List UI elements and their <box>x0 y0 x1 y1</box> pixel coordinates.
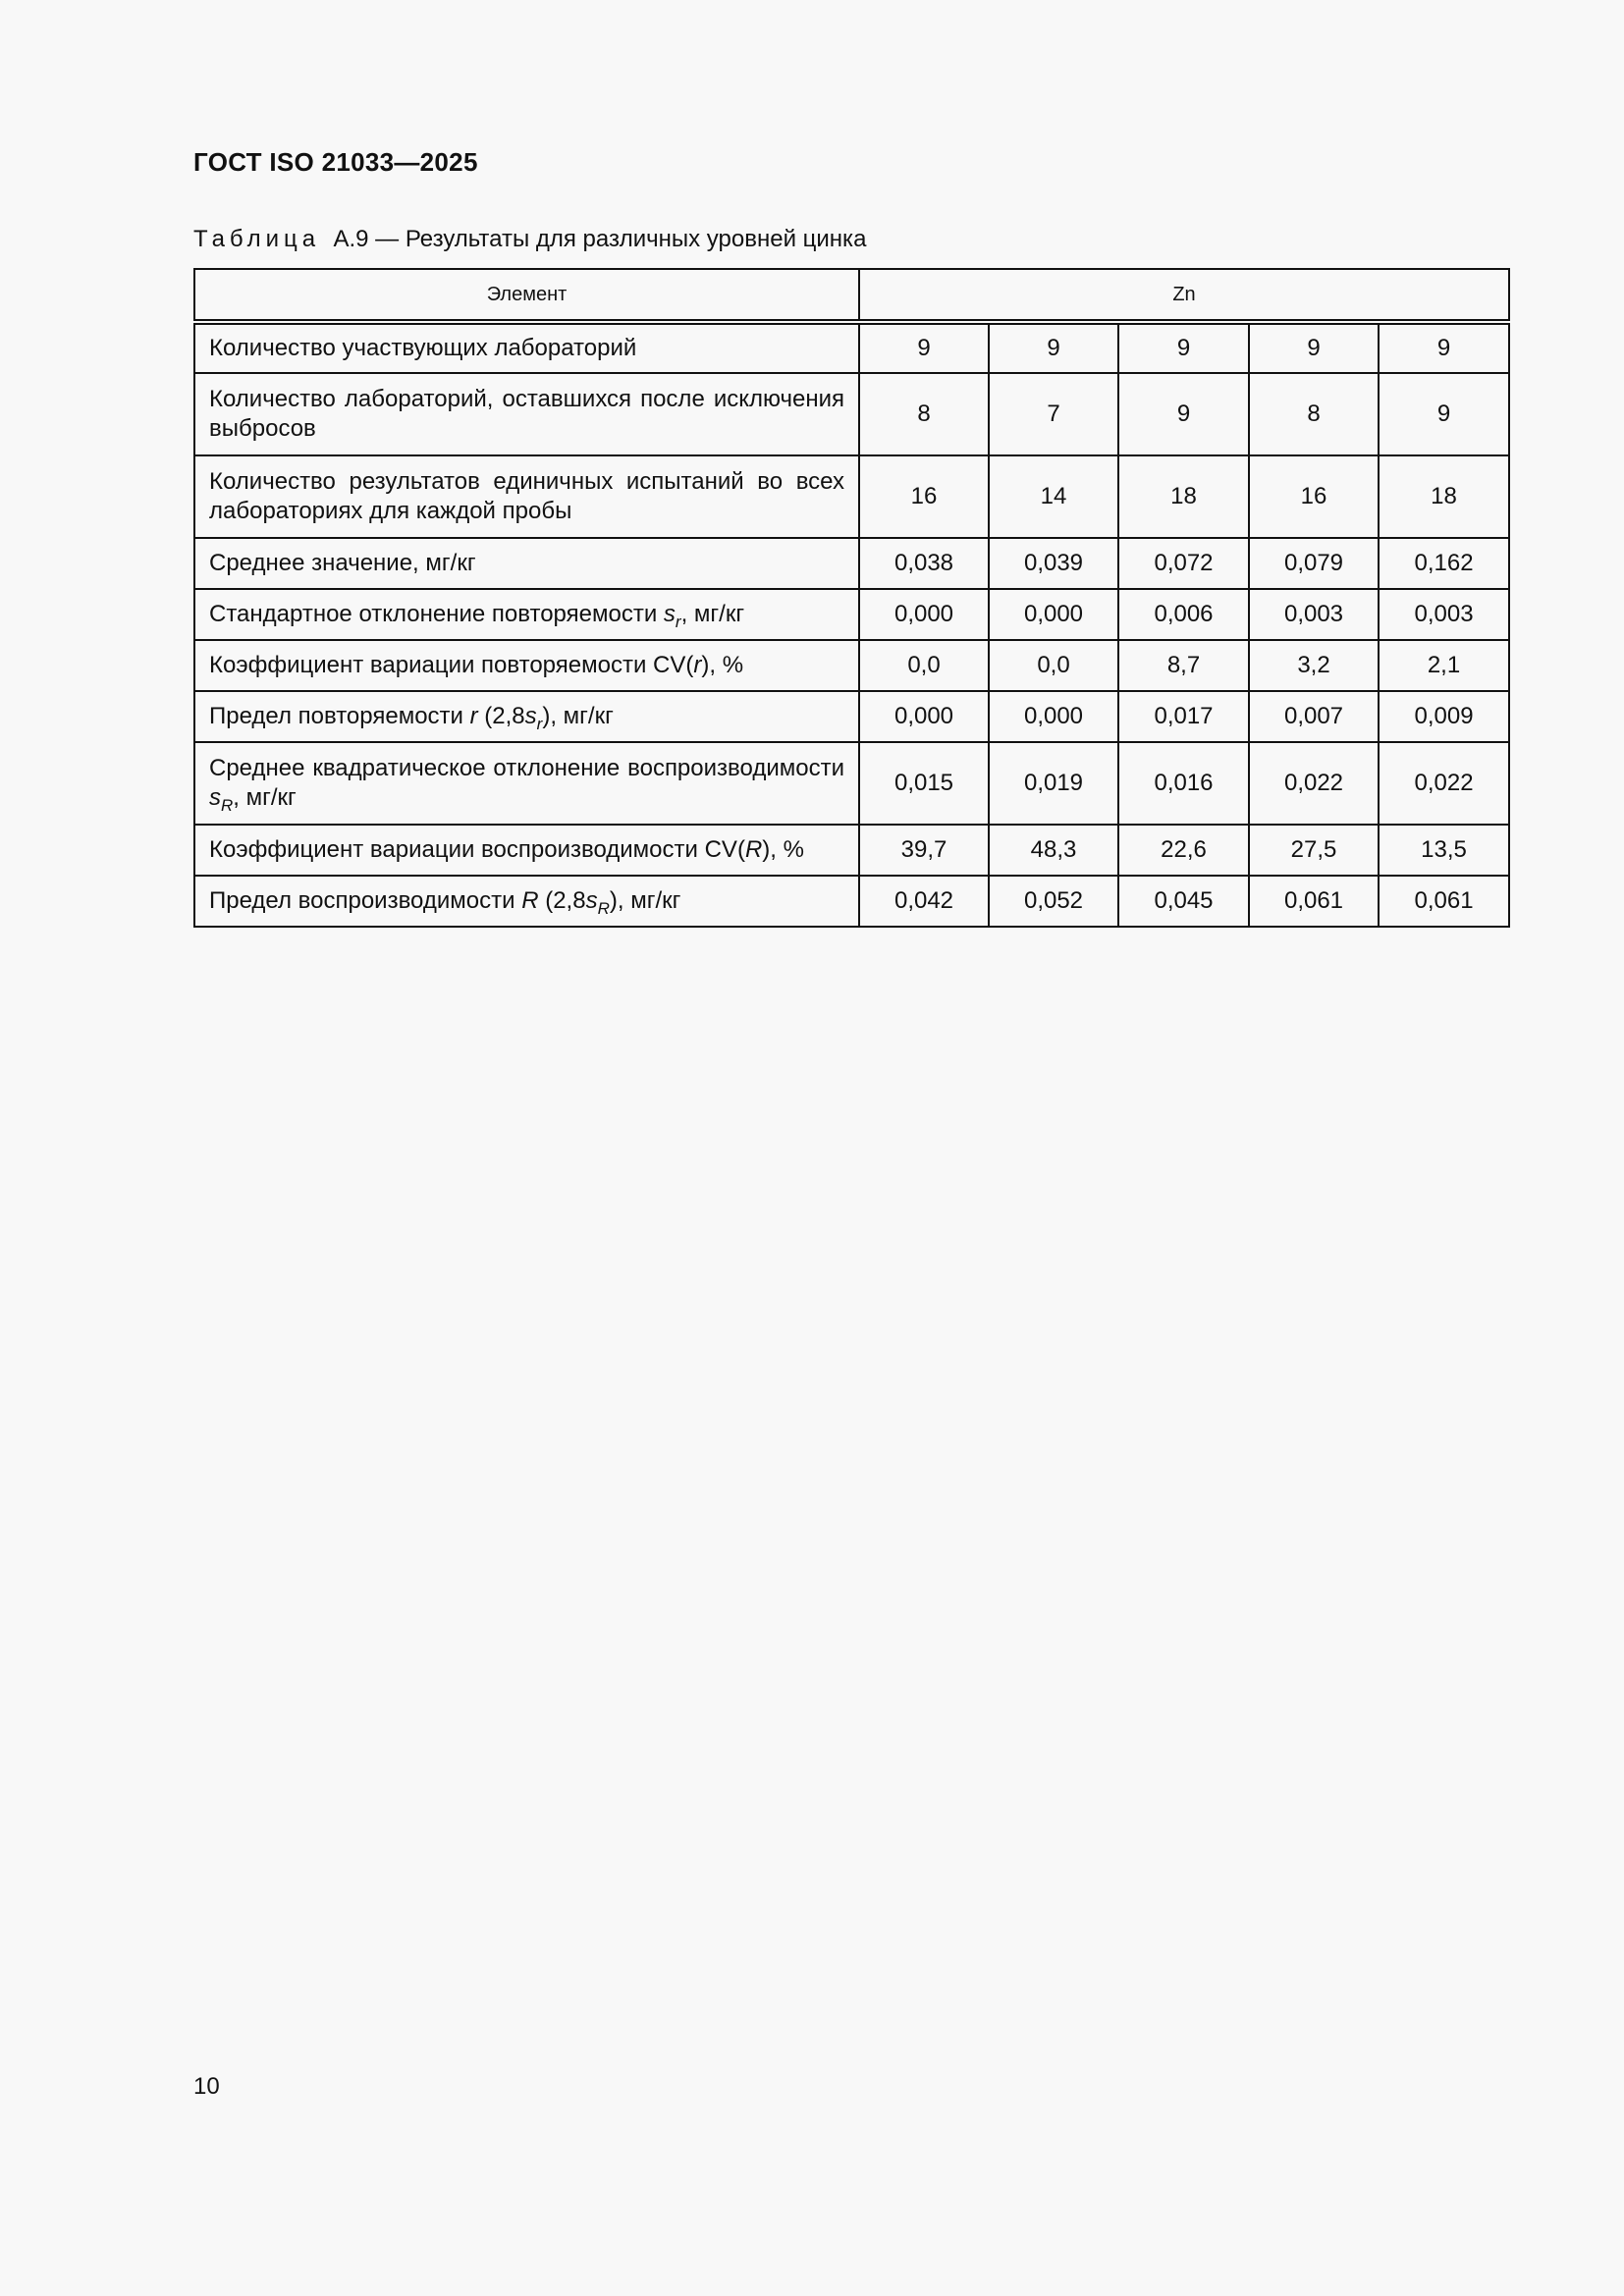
cell-value: 9 <box>859 322 989 373</box>
cell-value: 0,0 <box>989 640 1118 691</box>
cell-value: 7 <box>989 373 1118 455</box>
cell-value: 18 <box>1379 455 1509 538</box>
page-number: 10 <box>193 2073 220 2100</box>
cell-value: 22,6 <box>1118 825 1249 876</box>
row-label: Предел повторяемости r $(2,8s_r)$, мг/кг <box>194 691 859 742</box>
table-row <box>194 640 1509 691</box>
cell-value: 18 <box>1118 455 1249 538</box>
cell-value: 0,009 <box>1379 691 1509 742</box>
table-row <box>194 322 1509 373</box>
cell-value: 14 <box>989 455 1118 538</box>
table-row <box>194 538 1509 589</box>
cell-value: 16 <box>1249 455 1379 538</box>
row-label: Стандартное отклонение повторяемости $s_r$, мг/кг <box>194 589 859 640</box>
cell-value: 9 <box>989 322 1118 373</box>
header-element: Элемент <box>194 269 859 322</box>
table-header-row <box>194 269 1509 322</box>
row-label: Количество лабораторий, оставшихся после исключения выбросов <box>194 373 859 455</box>
cell-value: 0,000 <box>859 589 989 640</box>
cell-value: 9 <box>1118 373 1249 455</box>
cell-value: 8,7 <box>1118 640 1249 691</box>
table-row <box>194 455 1509 538</box>
row-label: Предел воспроизводимости R $(2,8s_R)$, мг/кг <box>194 876 859 927</box>
cell-value: 0,019 <box>989 742 1118 825</box>
table-row <box>194 691 1509 742</box>
row-label: Количество участвующих лабораторий <box>194 322 859 373</box>
row-label: Среднее квадратическое отклонение воспроизводимости $s_R$, мг/кг <box>194 742 859 825</box>
cell-value: 3,2 <box>1249 640 1379 691</box>
cell-value: 2,1 <box>1379 640 1509 691</box>
cell-value: 0,000 <box>859 691 989 742</box>
cell-value: 0,079 <box>1249 538 1379 589</box>
table-row <box>194 742 1509 825</box>
cell-value: 0,007 <box>1249 691 1379 742</box>
table-row <box>194 825 1509 876</box>
table-caption-word: Таблица <box>193 226 321 252</box>
cell-value: 0,061 <box>1249 876 1379 927</box>
cell-value: 0,000 <box>989 589 1118 640</box>
row-label: Среднее значение, мг/кг <box>194 538 859 589</box>
cell-value: 9 <box>1379 373 1509 455</box>
cell-value: 39,7 <box>859 825 989 876</box>
cell-value: 0,061 <box>1379 876 1509 927</box>
cell-value: 0,072 <box>1118 538 1249 589</box>
cell-value: 27,5 <box>1249 825 1379 876</box>
cell-value: 0,038 <box>859 538 989 589</box>
table-caption-text: А.9 — Результаты для различных уровней цинка <box>333 226 867 252</box>
cell-value: 8 <box>1249 373 1379 455</box>
cell-value: 16 <box>859 455 989 538</box>
table-row <box>194 373 1509 455</box>
cell-value: 0,162 <box>1379 538 1509 589</box>
cell-value: 0,039 <box>989 538 1118 589</box>
cell-value: 0,045 <box>1118 876 1249 927</box>
table-row <box>194 589 1509 640</box>
cell-value: 0,003 <box>1379 589 1509 640</box>
cell-value: 0,016 <box>1118 742 1249 825</box>
document-header: ГОСТ ISO 21033—2025 <box>193 147 478 177</box>
cell-value: 0,042 <box>859 876 989 927</box>
table-caption <box>193 226 866 253</box>
row-label: Коэффициент вариации воспроизводимости CV(R), % <box>194 825 859 876</box>
cell-value: 0,015 <box>859 742 989 825</box>
cell-value: 0,052 <box>989 876 1118 927</box>
cell-value: 9 <box>1118 322 1249 373</box>
cell-value: 0,000 <box>989 691 1118 742</box>
cell-value: 0,0 <box>859 640 989 691</box>
cell-value: 0,022 <box>1379 742 1509 825</box>
cell-value: 9 <box>1379 322 1509 373</box>
results-table <box>193 268 1510 928</box>
row-label: Количество результатов единичных испытаний во всех лабораториях для каждой пробы <box>194 455 859 538</box>
cell-value: 0,006 <box>1118 589 1249 640</box>
cell-value: 13,5 <box>1379 825 1509 876</box>
cell-value: 48,3 <box>989 825 1118 876</box>
table-row <box>194 876 1509 927</box>
cell-value: 0,017 <box>1118 691 1249 742</box>
header-zn: Zn <box>859 269 1509 322</box>
cell-value: 8 <box>859 373 989 455</box>
cell-value: 0,003 <box>1249 589 1379 640</box>
row-label: Коэффициент вариации повторяемости CV(r), % <box>194 640 859 691</box>
cell-value: 0,022 <box>1249 742 1379 825</box>
cell-value: 9 <box>1249 322 1379 373</box>
